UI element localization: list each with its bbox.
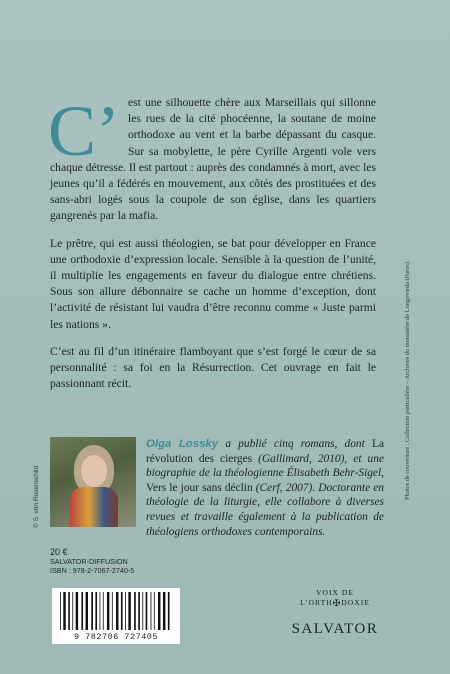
barcode bbox=[52, 588, 180, 644]
collection-line-2a: L’ORTH bbox=[300, 598, 333, 607]
blurb-paragraph-1-text: est une silhouette chère aux Marseillais qui sillonne les rues de la cité phocéenne, la soutane de moine orthodoxe au vent et la barbe dépassant du casque. Sur sa mobylette, le père Cyrille Argenti vole vers chaque détresse. Il est partout : auprès des condamnés à mort, avec les jeunes qu’il a fédérés en mouvement, aux côtés des prostituées et des sans-abri logés sous la coupole de son église, dans les quartiers gangrenés par la mafia. bbox=[50, 96, 376, 223]
author-bio-part-2: (Gallimard, 2010), et une biographie de la théologienne Élisabeth Behr-Sigel, bbox=[146, 452, 384, 480]
blurb-paragraph-1 bbox=[48, 91, 376, 225]
price-block bbox=[50, 548, 134, 575]
blurb-paragraph-3: C’est au fil d’un itinéraire flamboyant que s’est forgé le cœur de sa personnalité : sa foi en la Résurrection. Cet ouvrage en fait le passionnant récit. bbox=[50, 344, 376, 391]
photo-credit: © S. von Rosenschild bbox=[33, 465, 40, 528]
author-bio bbox=[146, 437, 384, 539]
collection-line-2 bbox=[289, 598, 381, 608]
cover-photo-credit: Photos de couverture : Collection particulière – Archives du monastère de Longovarda (Paros). bbox=[404, 260, 411, 500]
author-book-title-2: Vers le jour sans déclin bbox=[146, 481, 253, 494]
isbn: ISBN : 978-2-7067-2740-5 bbox=[50, 566, 135, 575]
drop-cap: C’ bbox=[48, 91, 120, 171]
author-book-title-1: La révolution des cierges bbox=[146, 438, 384, 465]
author-bio-part-3: (Cerf, 2007). Doctorante en théologie de la liturgie, elle collabore à diverses revues et travaille également à la publication de théologiens orthodoxes contemporains. bbox=[146, 481, 384, 538]
author-photo bbox=[50, 437, 136, 527]
barcode-digits: 9 782706 727405 bbox=[73, 632, 158, 642]
blurb-paragraph-2: Le prêtre, qui est aussi théologien, se bat pour développer en France une orthodoxie d’expression locale. Sensible à la question de l’unité, il multiplie les engagements en faveur du dialogue entre chrétiens. Sous son allure débonnaire se cache un homme d’exception, dont l’activité de résistant lui vaudra d’être reconnu comme « Juste parmi les nations ». bbox=[50, 236, 376, 331]
author-bio-part-1: a publié cinq romans, dont bbox=[218, 438, 372, 450]
barcode-bars bbox=[58, 592, 174, 632]
collection-line-2b: DOXIE bbox=[341, 598, 370, 607]
distributor: SALVATOR-DIFFUSION bbox=[50, 557, 128, 566]
author-name: Olga Lossky bbox=[146, 438, 219, 450]
blurb bbox=[48, 91, 376, 403]
cross-icon: ✠ bbox=[332, 598, 342, 608]
price: 20 € bbox=[50, 547, 68, 557]
publisher-logo: SALVATOR bbox=[291, 621, 379, 637]
collection-line-1: VOIX DE bbox=[315, 588, 354, 597]
collection-logo bbox=[289, 588, 381, 608]
author-section bbox=[50, 437, 384, 538]
